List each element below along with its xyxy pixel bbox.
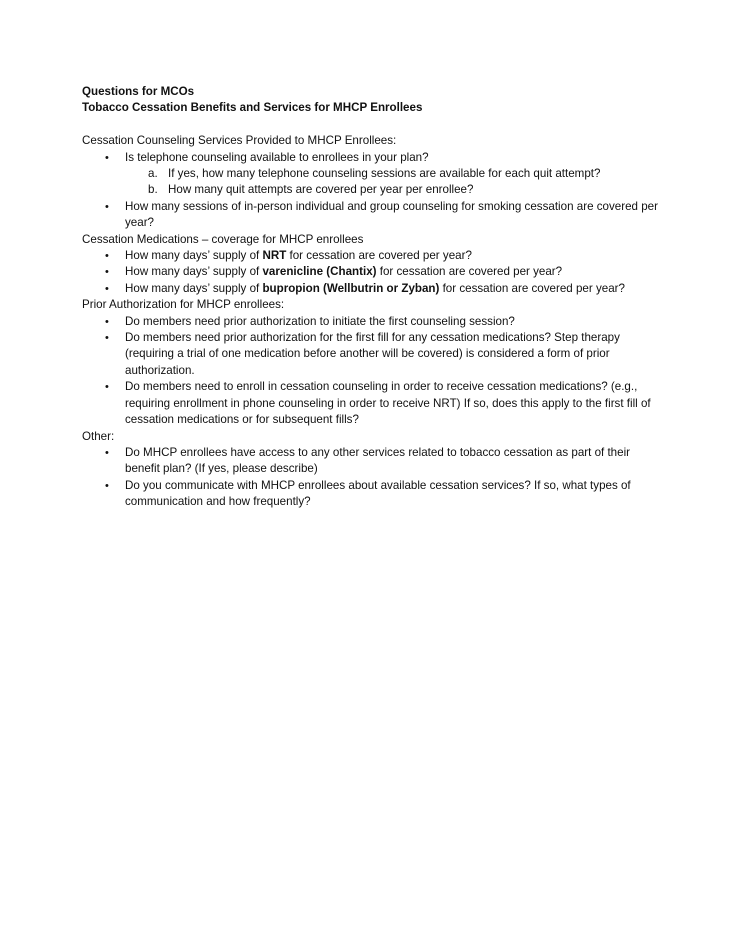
section-heading: Other:	[82, 429, 115, 443]
question-item	[82, 199, 662, 232]
question-text: Do members need to enroll in cessation counseling in order to receive cessation medications? (e.g., requiring enrollment in phone counseling in order to receive NRT) If so, does this apply to the first fill of cessation medications or for subsequent fills?	[125, 380, 651, 427]
document-body	[82, 84, 662, 511]
sub-question-item	[82, 166, 662, 182]
question-text-pre: How many days’ supply of	[125, 249, 263, 263]
document-subtitle: Tobacco Cessation Benefits and Services for MHCP Enrollees	[82, 101, 423, 115]
sub-question-letter: b.	[148, 183, 158, 197]
question-text: How many sessions of in-person individual and group counseling for smoking cessation are covered per year?	[125, 199, 658, 230]
bullet-icon: •	[105, 381, 109, 394]
question-item	[82, 445, 662, 478]
question-item	[82, 478, 662, 511]
question-list	[82, 314, 662, 429]
section-heading: Cessation Medications – coverage for MHCP enrollees	[82, 232, 364, 246]
bullet-icon: •	[105, 200, 109, 213]
section-heading: Prior Authorization for MHCP enrollees:	[82, 298, 285, 312]
bullet-icon: •	[105, 282, 109, 295]
bullet-icon: •	[105, 315, 109, 328]
question-item	[82, 248, 662, 264]
section-counseling	[82, 133, 662, 231]
question-text-post: for cessation are covered per year?	[439, 281, 625, 295]
medication-name: NRT	[262, 249, 287, 263]
question-item	[82, 330, 662, 379]
question-text: Do you communicate with MHCP enrollees about available cessation services? If so, what types of communication and how frequently?	[125, 478, 631, 509]
question-text: Do members need prior authorization to initiate the first counseling session?	[125, 314, 515, 328]
bullet-icon: •	[105, 332, 109, 345]
question-list	[82, 150, 662, 232]
question-item	[82, 281, 662, 297]
section-heading: Cessation Counseling Services Provided to MHCP Enrollees:	[82, 134, 397, 148]
bullet-icon: •	[105, 446, 109, 459]
section-other	[82, 429, 662, 511]
question-list	[82, 445, 662, 511]
question-text-pre: How many days’ supply of	[125, 265, 263, 279]
question-text-post: for cessation are covered per year?	[286, 249, 472, 263]
sub-question-item	[82, 182, 662, 198]
bullet-icon: •	[105, 266, 109, 279]
medication-name: varenicline (Chantix)	[262, 265, 377, 279]
question-item	[82, 264, 662, 280]
sub-question-text: How many quit attempts are covered per year per enrollee?	[168, 183, 474, 197]
question-text-post: for cessation are covered per year?	[376, 265, 563, 279]
bullet-icon: •	[105, 250, 109, 263]
question-item	[82, 150, 662, 199]
question-text-pre: How many days’ supply of	[125, 281, 263, 295]
section-prior-authorization	[82, 297, 662, 428]
question-text: Do members need prior authorization for the first fill for any cessation medications? Step therapy (requiring a trial of one medication before another will be covered) is considered a form of prior authorization.	[125, 331, 620, 377]
document-title: Questions for MCOs	[82, 85, 195, 98]
medication-name: bupropion (Wellbutrin or Zyban)	[262, 281, 440, 295]
question-item	[82, 314, 662, 330]
section-medications	[82, 232, 662, 298]
question-item	[82, 379, 662, 428]
sub-question-list	[125, 166, 662, 199]
sub-question-letter: a.	[148, 167, 158, 181]
question-text: Is telephone counseling available to enrollees in your plan?	[125, 150, 429, 164]
sub-question-text: If yes, how many telephone counseling sessions are available for each quit attempt?	[168, 167, 601, 181]
bullet-icon: •	[105, 151, 109, 164]
question-text: Do MHCP enrollees have access to any other services related to tobacco cessation as part of their benefit plan? (If yes, please describe)	[125, 445, 631, 476]
spacer	[82, 117, 662, 133]
bullet-icon: •	[105, 479, 109, 492]
question-list	[82, 248, 662, 297]
